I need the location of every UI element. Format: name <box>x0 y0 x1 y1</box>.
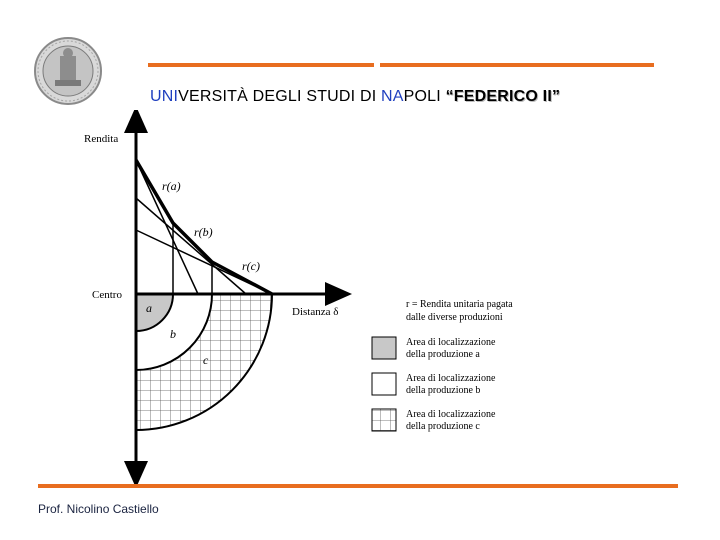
origin-label: Centro <box>92 289 122 301</box>
title-part-na: NA <box>381 88 404 105</box>
title-part-federico: “FEDERICO II” <box>445 88 561 105</box>
legend-b-line2: della produzione b <box>406 385 481 396</box>
footer-author: Prof. Nicolino Castiello <box>38 502 159 516</box>
y-axis-label: Rendita <box>84 133 119 145</box>
header-divider-left <box>148 63 374 67</box>
zone-label-a: a <box>146 301 152 315</box>
page-title <box>150 88 560 106</box>
legend-a-line1: Area di localizzazione <box>406 337 496 348</box>
zone-label-c: c <box>203 353 209 367</box>
title-part-versita: VERSITÀ DEGLI STUDI DI <box>178 88 382 105</box>
footer-divider <box>38 484 678 488</box>
legend-swatch-a <box>372 337 396 359</box>
x-axis-label: Distanza δ <box>292 306 339 318</box>
legend-a-line2: della produzione a <box>406 349 480 360</box>
curve-label-b: r(b) <box>194 225 213 239</box>
rent-diagram <box>70 110 540 490</box>
legend-rent-line2: dalle diverse produzioni <box>406 312 503 323</box>
zone-label-b: b <box>170 327 176 341</box>
legend-b-line1: Area di localizzazione <box>406 373 496 384</box>
legend-rent-line1: r = Rendita unitaria pagata <box>406 299 513 310</box>
legend-swatch-b <box>372 373 396 395</box>
header-divider-right <box>380 63 654 67</box>
curve-label-c: r(c) <box>242 259 260 273</box>
curve-label-a: r(a) <box>162 179 181 193</box>
title-part-poli: POLI <box>403 88 446 105</box>
legend-c-line1: Area di localizzazione <box>406 409 496 420</box>
title-part-uni: UNI <box>150 88 179 105</box>
legend-c-line2: della produzione c <box>406 421 480 432</box>
legend-swatch-c <box>372 409 396 431</box>
university-seal-icon <box>33 36 103 106</box>
